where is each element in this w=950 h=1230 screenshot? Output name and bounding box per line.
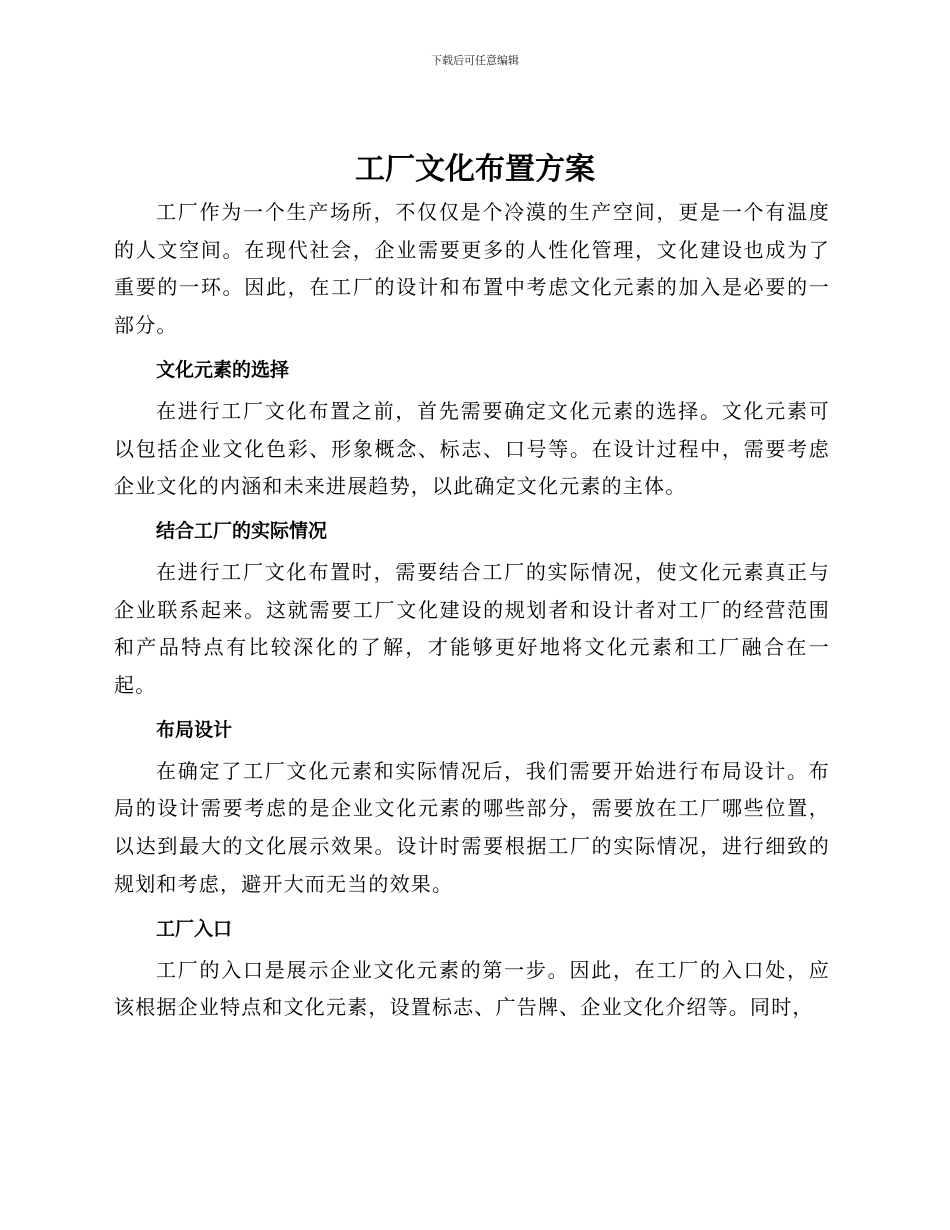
section-heading-layout-design: 布局设计 [156,718,233,741]
section-paragraph-actual-situation: 在进行工厂文化布置时，需要结合工厂的实际情况，使文化元素真正与企业联系起来。这就需要工厂文化建设的规划者和设计者对工厂的经营范围和产品特点有比较深化的了解，才能够更好地将文化元素和工厂融合在一起。 [114,559,830,698]
document-body [114,194,830,1027]
document-title: 工厂文化布置方案 [355,152,595,187]
section-paragraph-culture-elements: 在进行工厂文化布置之前，首先需要确定文化元素的选择。文化元素可以包括企业文化色彩、形象概念、标志、口号等。在设计过程中，需要考虑企业文化的内涵和未来进展趋势，以此确定文化元素的主体。 [114,398,830,499]
section-paragraph-factory-entrance: 工厂的入口是展示企业文化元素的第一步。因此，在工厂的入口处，应该根据企业特点和文化元素，设置标志、广告牌、企业文化介绍等。同时， [114,957,830,1020]
section-heading-actual-situation: 结合工厂的实际情况 [156,519,328,542]
header-note: 下载后可任意编辑 [431,54,519,67]
section-heading-factory-entrance: 工厂入口 [156,917,233,940]
section-heading-culture-elements: 文化元素的选择 [156,358,290,381]
intro-paragraph: 工厂作为一个生产场所，不仅仅是个冷漠的生产空间，更是一个有温度的人文空间。在现代社会，企业需要更多的人性化管理，文化建设也成为了重要的一环。因此，在工厂的设计和布置中考虑文化元素的加入是必要的一部分。 [114,200,830,338]
section-paragraph-layout-design: 在确定了工厂文化元素和实际情况后，我们需要开始进行布局设计。布局的设计需要考虑的是企业文化元素的哪些部分，需要放在工厂哪些位置，以达到最大的文化展示效果。设计时需要根据工厂的实际情况，进行细致的规划和考虑，避开大而无当的效果。 [114,758,830,896]
